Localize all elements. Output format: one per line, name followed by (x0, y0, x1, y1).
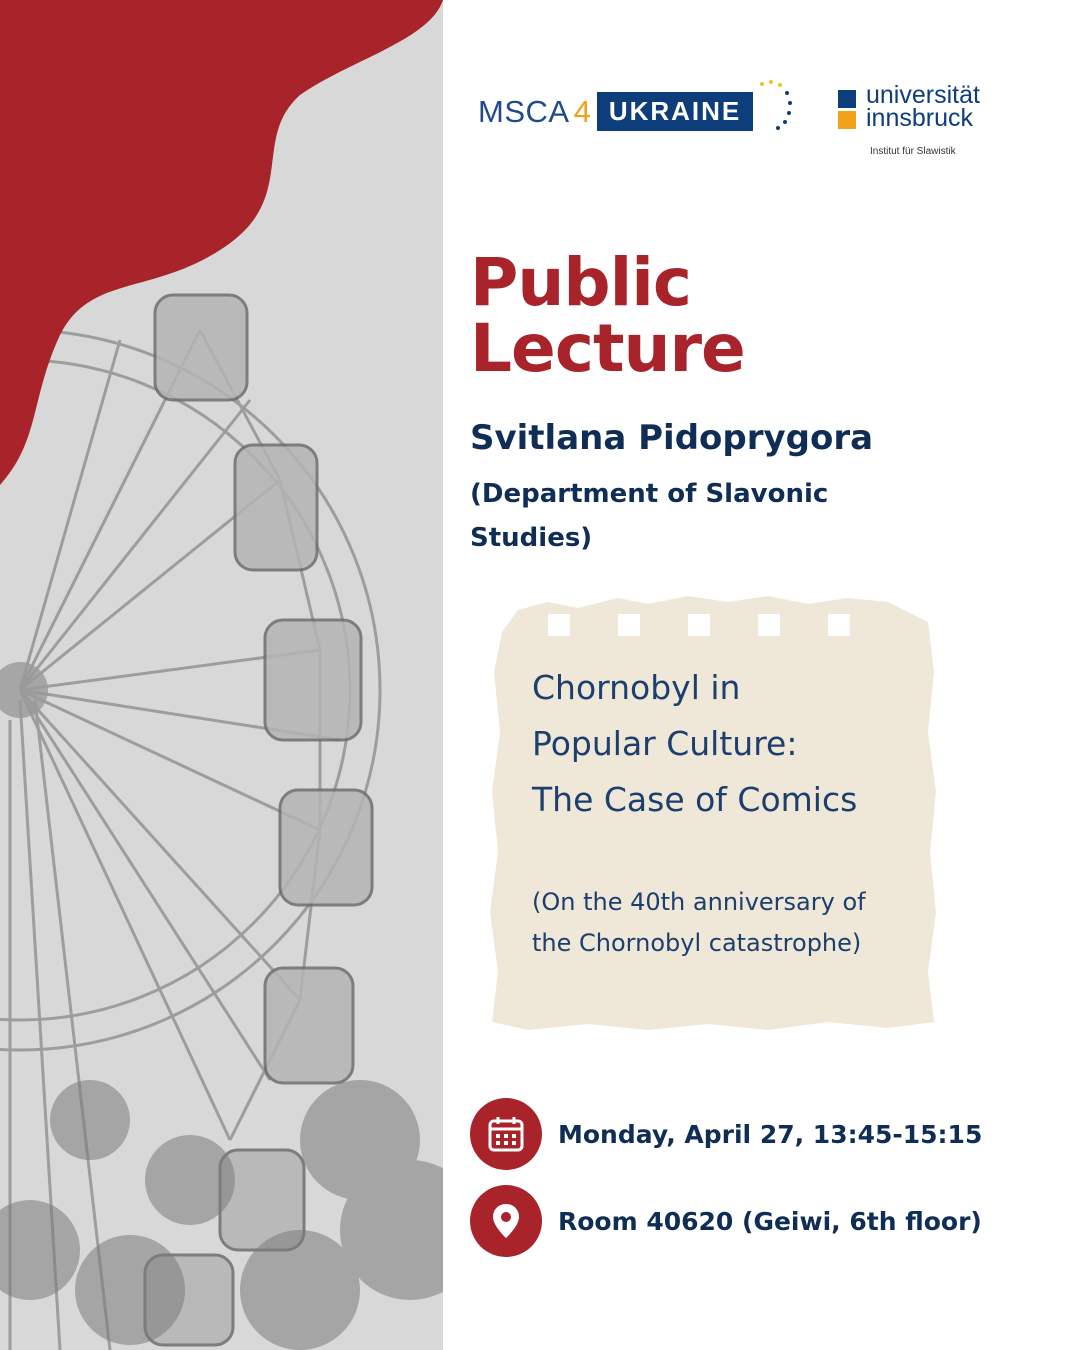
event-title-line2: Lecture (470, 310, 745, 387)
calendar-icon-circle (470, 1098, 542, 1170)
map-pin-icon-circle (470, 1185, 542, 1257)
msca4ukraine-logo (478, 92, 753, 131)
logo-bar (478, 78, 1038, 168)
ferris-wheel-illustration (0, 0, 443, 1350)
speaker-department: (Department of Slavonic Studies) (470, 479, 829, 553)
msca-logo-text: MSCA (478, 93, 570, 129)
event-title (470, 244, 745, 387)
uibk-name (866, 81, 980, 132)
location-row (470, 1185, 982, 1257)
event-title-line1: Public (470, 244, 691, 321)
uibk-squares-icon (838, 90, 856, 129)
map-pin-icon (486, 1201, 526, 1241)
event-location: Room 40620 (Geiwi, 6th floor) (558, 1206, 982, 1236)
msca-logo-number: 4 (573, 93, 591, 129)
uibk-institute: Institut für Slawistik (870, 146, 956, 157)
talk-title: Chornobyl in Popular Culture: The Case of Comics (532, 668, 858, 819)
eu-stars-icon (742, 78, 802, 134)
msca-logo-ukraine: UKRAINE (597, 92, 753, 131)
uibk-name-line2: innsbruck (866, 104, 973, 132)
uibk-name-line1: universität (866, 81, 980, 109)
ferris-wheel-panel (0, 0, 443, 1350)
speaker-name: Svitlana Pidoprygora (470, 418, 874, 458)
date-row (470, 1098, 982, 1170)
calendar-icon (486, 1114, 526, 1154)
event-date: Monday, April 27, 13:45-15:15 (558, 1119, 983, 1149)
talk-subtitle: (On the 40th anniversary of the Chornobyl catastrophe) (532, 888, 866, 957)
